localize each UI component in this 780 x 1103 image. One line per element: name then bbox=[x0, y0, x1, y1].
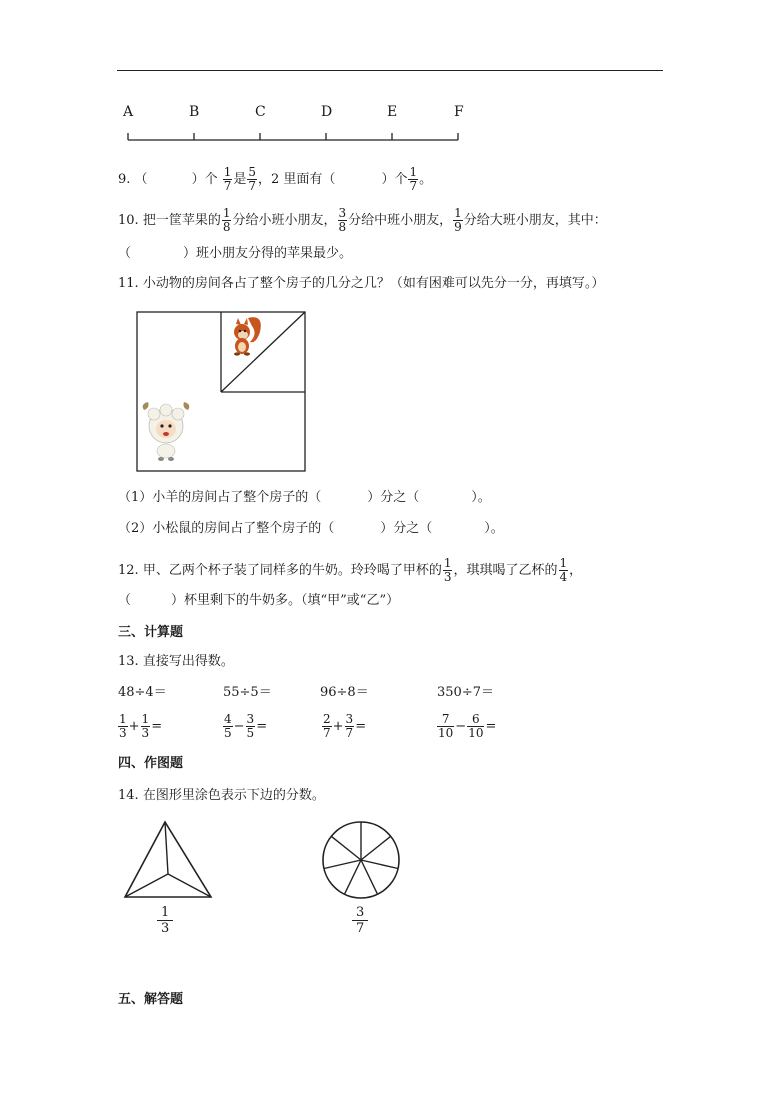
q10-text-5: ）班小朋友分得的苹果最少。 bbox=[183, 246, 353, 261]
question-9 bbox=[118, 166, 432, 193]
calc-1: 48÷4＝ bbox=[118, 685, 167, 700]
nl-label-d: D bbox=[321, 104, 333, 120]
circle-diagram[interactable] bbox=[318, 818, 404, 904]
calc-7: $\frac{2}{7}$ + $\frac{3}{7}$ = bbox=[323, 712, 367, 740]
calc-6: $\frac{4}{5}$ − $\frac{3}{5}$ = bbox=[224, 712, 268, 740]
question-12-line-2 bbox=[118, 591, 399, 611]
section-4-heading: 四、作图题 bbox=[118, 756, 184, 771]
q11-number: 11. bbox=[118, 276, 139, 291]
q11-sub1-text-a: （1）小羊的房间占了整个房子的（ bbox=[118, 490, 322, 505]
nl-label-a: A bbox=[123, 104, 134, 120]
q9-number: 9. bbox=[118, 172, 131, 187]
q12-text-2: ，琪琪喝了乙杯的 bbox=[453, 563, 558, 578]
q10-paren-open: （ bbox=[118, 246, 132, 261]
q10-frac-3: $\frac{1}{9}$ bbox=[454, 206, 462, 234]
q11-sub2-text-c: ）。 bbox=[484, 521, 504, 536]
q10-text-1: 把一筐苹果的 bbox=[142, 213, 221, 228]
q13-text: 直接写出得数。 bbox=[142, 654, 234, 669]
q14-number: 14. bbox=[118, 788, 139, 803]
circle-fraction: $\frac{3}{7}$ bbox=[351, 905, 369, 936]
q12-paren-open: （ bbox=[118, 593, 132, 608]
section-3-heading: 三、计算题 bbox=[118, 625, 184, 640]
calc-3: 96÷8＝ bbox=[320, 685, 369, 700]
q10-text-2: 分给小班小朋友， bbox=[232, 213, 337, 228]
squirrel-icon bbox=[234, 317, 261, 355]
q10-frac-1: $\frac{1}{8}$ bbox=[222, 206, 231, 234]
q9-frac-1: $\frac{1}{7}$ bbox=[223, 165, 232, 193]
q12-frac-1: $\frac{1}{3}$ bbox=[443, 556, 452, 584]
question-14 bbox=[118, 786, 325, 806]
sheep-icon bbox=[143, 402, 190, 461]
nl-label-c: C bbox=[255, 104, 266, 120]
q9-text-mid: ，2 里面有（ bbox=[258, 172, 336, 187]
question-12 bbox=[118, 557, 582, 584]
triangle-fraction: $\frac{1}{3}$ bbox=[156, 905, 174, 936]
q12-frac-2: $\frac{1}{4}$ bbox=[559, 556, 568, 584]
q11-sub1-text-c: ）。 bbox=[471, 490, 491, 505]
section-5-heading: 五、解答题 bbox=[118, 992, 184, 1007]
nl-label-b: B bbox=[189, 104, 200, 120]
calc-4: 350÷7＝ bbox=[437, 685, 494, 700]
q9-end: 。 bbox=[419, 172, 433, 187]
nl-label-e: E bbox=[387, 104, 398, 120]
q9-paren-close: ） bbox=[191, 172, 205, 187]
q9-frac-2: $\frac{5}{7}$ bbox=[248, 165, 257, 193]
q9-paren-open: （ bbox=[134, 172, 148, 187]
q10-text-4: 分给大班小朋友，其中： bbox=[463, 213, 607, 228]
q11-sub1-text-b: ）分之（ bbox=[367, 490, 420, 505]
question-11-sub-1 bbox=[118, 488, 491, 508]
q10-number: 10. bbox=[118, 213, 139, 228]
house-diagram bbox=[130, 306, 315, 478]
q12-text-1: 甲、乙两个杯子装了同样多的牛奶。玲玲喝了甲杯的 bbox=[142, 563, 442, 578]
q12-text-3: ， bbox=[569, 563, 583, 578]
calc-2: 55÷5＝ bbox=[223, 685, 272, 700]
q10-text-3: 分给中班小朋友， bbox=[348, 213, 453, 228]
q9-text-ge2: ）个 bbox=[381, 172, 408, 187]
q12-number: 12. bbox=[118, 563, 139, 578]
top-rule bbox=[117, 70, 663, 71]
q9-text-shi: 是 bbox=[233, 172, 247, 187]
triangle-diagram[interactable] bbox=[118, 814, 218, 904]
q11-sub2-text-b: ）分之（ bbox=[380, 521, 433, 536]
q10-frac-2: $\frac{3}{8}$ bbox=[338, 206, 347, 234]
calc-8: $\frac{7}{10}$ − $\frac{6}{10}$ = bbox=[438, 712, 497, 740]
q11-text: 小动物的房间各占了整个房子的几分之几？（如有困难可以先分一分，再填写。） bbox=[142, 276, 605, 291]
question-11 bbox=[118, 274, 604, 294]
question-13 bbox=[118, 652, 234, 672]
question-10 bbox=[118, 207, 607, 234]
question-10-line-2 bbox=[118, 244, 352, 264]
number-line-axis bbox=[120, 128, 465, 148]
q9-frac-3: $\frac{1}{7}$ bbox=[409, 165, 418, 193]
nl-label-f: F bbox=[454, 104, 464, 120]
question-11-sub-2 bbox=[118, 519, 504, 539]
q14-text: 在图形里涂色表示下边的分数。 bbox=[142, 788, 325, 803]
q13-number: 13. bbox=[118, 654, 139, 669]
calc-5: $\frac{1}{3}$ + $\frac{1}{3}$ = bbox=[119, 712, 163, 740]
q12-text-4: ）杯里剩下的牛奶多。（填“甲”或“乙”） bbox=[171, 593, 400, 608]
q11-sub2-text-a: （2）小松鼠的房间占了整个房子的（ bbox=[118, 521, 335, 536]
q9-text-ge: 个 bbox=[204, 172, 218, 187]
